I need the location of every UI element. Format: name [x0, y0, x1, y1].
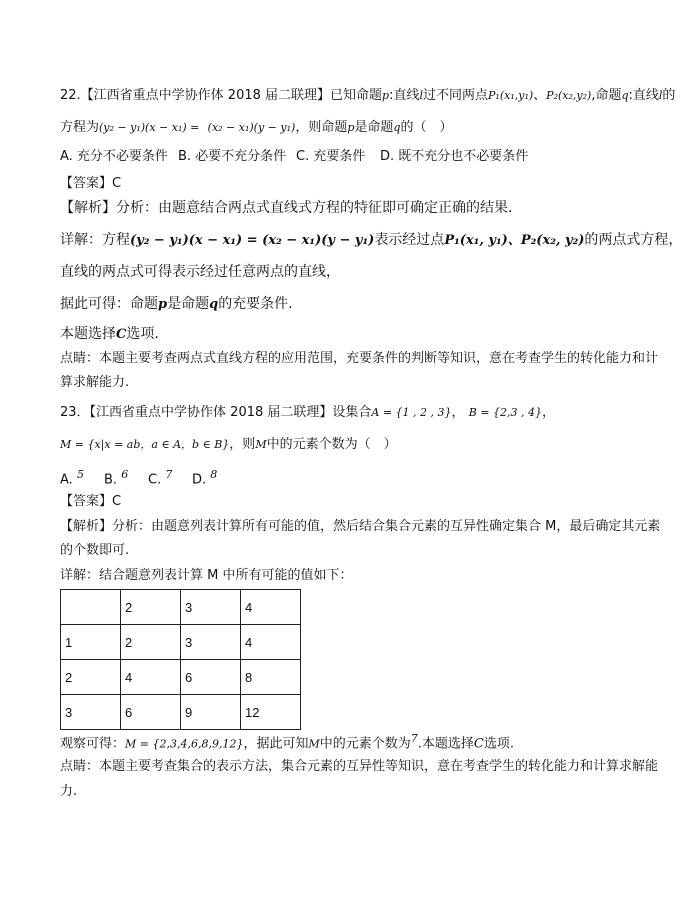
q22-stem-text-f: 的: [662, 88, 676, 103]
q22-detail3-var-p: p: [158, 297, 168, 312]
q22-choose-text-b: 选项.: [126, 326, 159, 342]
q23-option-d-label: D.: [192, 472, 207, 488]
table-cell: 3: [181, 625, 241, 660]
q23-observe-text-b: ，据此可知: [243, 736, 309, 752]
q22-equation-right: (x₂ − x₁)(y − y₁): [207, 121, 296, 134]
q23-option-a-label: A.: [60, 472, 73, 488]
table-cell: 3: [61, 695, 121, 730]
q23-option-b-label: B.: [104, 472, 118, 488]
q22-detail3-var-q: q: [209, 297, 219, 312]
q22-answer: 【答案】C: [60, 176, 122, 191]
q22-stem-text-2b: ，则命题: [295, 120, 348, 135]
q23-observe-text-e: 选项.: [483, 736, 514, 752]
q23-option-d-value: 8: [210, 468, 218, 481]
table-cell: 8: [241, 660, 301, 695]
q23-option-b-value: 6: [121, 468, 129, 481]
q22-detail-points: P₁(x₁, y₁)、P₂(x₂, y₂): [444, 233, 585, 248]
q23-analysis-line2: 的个数即可.: [60, 543, 130, 558]
q22-var-p2: p: [347, 121, 355, 134]
table-cell: 2: [61, 660, 121, 695]
q23-stem-line1: [60, 405, 555, 421]
q23-observe: [60, 731, 514, 752]
q23-option-a: [60, 467, 104, 488]
q22-stem-text-e: :直线: [628, 88, 659, 103]
q22-stem-text-2d: 的（ ）: [400, 120, 453, 135]
q22-var-l: l: [419, 89, 423, 102]
q22-detail3-text-a: 据此可得：命题: [60, 296, 158, 312]
table-cell: 6: [121, 695, 181, 730]
q23-answer: 【答案】C: [60, 494, 122, 509]
table-row: [61, 590, 301, 625]
table-row: [61, 695, 301, 730]
q22-stem-text: 22.【江西省重点中学协作体 2018 届二联理】已知命题: [60, 88, 383, 103]
q22-comment-line1: 点睛：本题主要考查两点式直线方程的应用范围，充要条件的判断等知识，意在考查学生的转化能力和计: [60, 351, 659, 366]
q23-stem-text-2c: 中的元素个数为（ ）: [266, 437, 397, 452]
q22-detail-text-b: 表示经过点: [374, 232, 445, 248]
q22-stem-text-b: :直线: [389, 88, 420, 103]
q23-option-c-value: 7: [165, 468, 173, 481]
q23-option-b: [104, 467, 148, 488]
q23-observe-text-a: 观察可得：: [60, 736, 126, 752]
q22-point-p1: P₁(x₁,y₁): [488, 89, 534, 102]
q22-stem-line2: [60, 120, 452, 136]
q23-observe-letter: C: [473, 736, 484, 752]
q22-var-p: p: [382, 89, 390, 102]
q23-observe-set: M = {2,3,4,6,8,9,12}: [125, 737, 244, 751]
q23-option-a-value: 5: [76, 468, 84, 481]
q23-set-a: A = {1 , 2 , 3}: [371, 406, 452, 419]
q23-set-b: B = {2,3 , 4}: [468, 406, 542, 419]
q22-stem-line1: [60, 88, 675, 104]
q22-separator: 、: [533, 88, 547, 103]
q22-detail-line3: [60, 296, 293, 313]
table-row: [61, 625, 301, 660]
q23-option-d: [192, 467, 217, 488]
table-row: [61, 660, 301, 695]
table-cell: [61, 590, 121, 625]
q22-stem-text-2a: 方程为: [60, 120, 100, 135]
q23-stem-line2: [60, 437, 397, 453]
q22-analysis: 【解析】分析：由题意结合两点式直线式方程的特征即可确定正确的结果.: [60, 200, 513, 216]
q23-options: [60, 467, 217, 488]
table-cell: 9: [181, 695, 241, 730]
table-cell: 2: [121, 590, 181, 625]
q22-option-c: C. 充要条件: [296, 149, 366, 164]
q23-detail: 详解：结合题意列表计算 M 中所有可能的值如下：: [60, 568, 353, 583]
q22-options: [60, 149, 528, 165]
q23-option-c-label: C.: [148, 472, 162, 488]
q23-product-table: [60, 589, 301, 730]
q22-choose: [60, 326, 159, 343]
q22-detail-line1: [60, 232, 682, 249]
q22-stem-text-c: 过不同两点: [423, 88, 489, 103]
q22-choose-text-a: 本题选择: [60, 326, 116, 342]
q23-observe-text-d: .本题选择: [417, 736, 474, 752]
table-cell: 4: [121, 660, 181, 695]
q22-detail-text-c: 的两点式方程，: [584, 232, 682, 248]
table-cell: 3: [181, 590, 241, 625]
q23-analysis-line1: 【解析】分析：由题意列表计算所有可能的值，然后结合集合元素的互异性确定集合 M，最后确定其元素: [60, 519, 661, 534]
table-cell: 2: [121, 625, 181, 660]
q22-comment-line2: 算求解能力.: [60, 375, 130, 390]
q22-detail-equation: (y₂ − y₁)(x − x₁) = (x₂ − x₁)(y − y₁): [130, 233, 375, 248]
q22-var-l2: l: [658, 89, 663, 102]
q23-observe-text-c: 中的元素个数为: [319, 736, 411, 752]
q23-stem-text-a: 23．【江西省重点中学协作体 2018 届二联理】设集合: [60, 405, 372, 420]
q22-point-p2: P₂(x₂,y₂): [546, 89, 592, 102]
table-cell: 4: [241, 590, 301, 625]
q23-separator: ，: [451, 405, 465, 420]
q22-choose-letter: C: [116, 327, 127, 342]
q22-detail-text-a: 详解：方程: [60, 232, 130, 248]
q22-option-a: A. 充分不必要条件: [60, 149, 168, 164]
table-cell: 6: [181, 660, 241, 695]
q22-stem-text-d: ,命题: [591, 88, 622, 103]
q22-equation-left: (y₂ − y₁)(x − x₁) =: [99, 121, 200, 134]
q23-observe-count: 7: [410, 732, 418, 745]
q23-observe-var-m: M: [308, 737, 320, 751]
q23-stem-text-2b: ，则: [229, 437, 256, 452]
q22-var-q: q: [621, 89, 629, 102]
q22-detail-line2: 直线的两点式可得表示经过任意两点的直线，: [60, 264, 340, 280]
q23-var-m: M: [255, 438, 267, 451]
table-cell: 4: [241, 625, 301, 660]
q22-detail3-text-b: 是命题: [167, 296, 210, 312]
q22-detail3-text-c: 的充要条件.: [218, 296, 293, 312]
q23-option-c: [148, 467, 192, 488]
q22-option-d: D. 既不充分也不必要条件: [380, 149, 529, 164]
q22-stem-text-2c: 是命题: [354, 120, 394, 135]
table-cell: 1: [61, 625, 121, 660]
q22-var-q2: q: [393, 121, 401, 134]
table-cell: 12: [241, 695, 301, 730]
q23-comment-line2: 力.: [60, 784, 78, 799]
q23-set-m: M = {x|x = ab，a ∈ A，b ∈ B}: [60, 438, 230, 451]
q22-option-b: B. 必要不充分条件: [178, 149, 287, 164]
q23-comment-line1: 点睛：本题主要考查集合的表示方法，集合元素的互异性等知识，意在考查学生的转化能力和计算求解能: [60, 759, 659, 774]
q23-separator-2: ，: [541, 405, 555, 420]
